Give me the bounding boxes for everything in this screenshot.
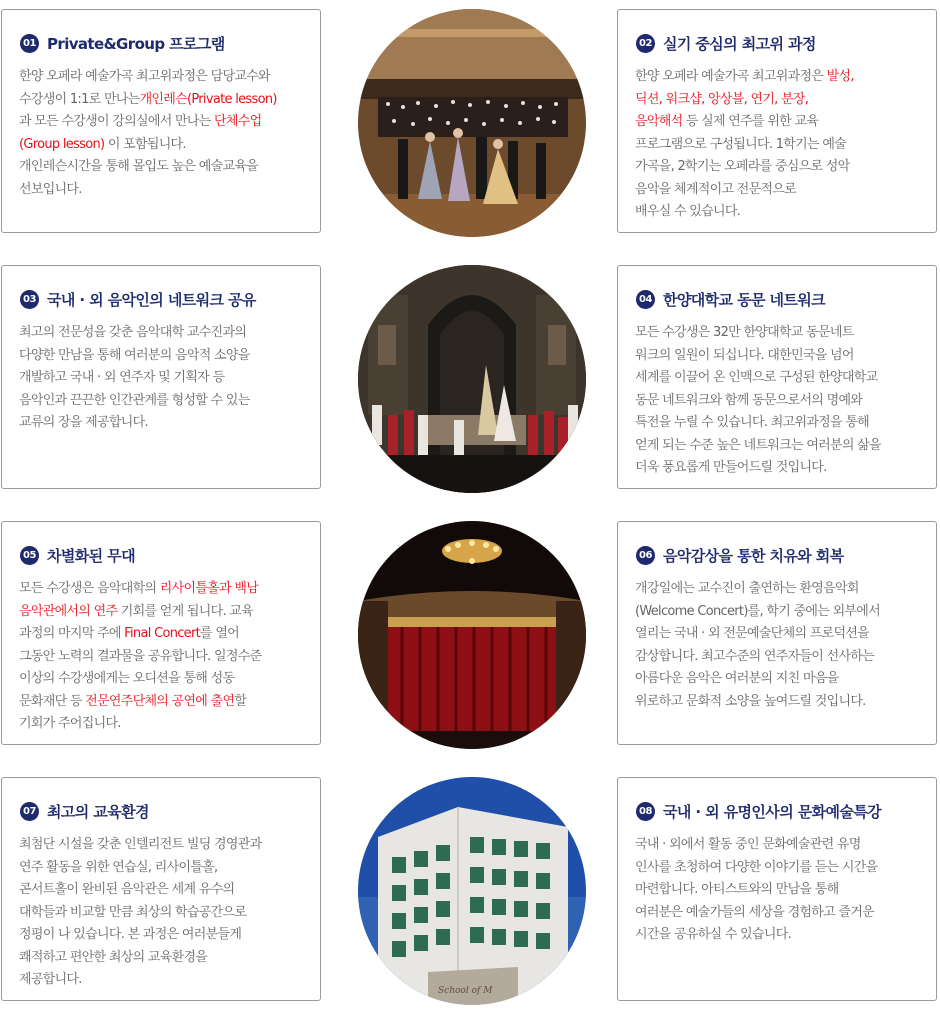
body-text: 를 열어 (200, 626, 240, 641)
body-text: 교류의 장을 제공합니다. (19, 415, 148, 430)
theater-red-curtain-photo (358, 521, 586, 749)
body-line (19, 134, 319, 157)
highlight-text: 전문연주단체의 공연에 출연 (85, 693, 235, 709)
body-text: 워크의 일원이 되십니다. 대한민국을 넘어 (635, 347, 854, 363)
card-body (635, 834, 935, 947)
body-text: 한양 오페라 예술가곡 최고위과정은 담당교수와 (19, 69, 270, 84)
body-line (19, 879, 319, 902)
body-line (635, 834, 935, 857)
highlight-text: 음악관에서의 연주 (19, 603, 118, 619)
body-text: 더욱 풍요롭게 만들어드릴 것입니다. (635, 460, 827, 475)
card-body (635, 322, 935, 480)
body-line (635, 367, 935, 390)
body-text: 쾌적하고 편안한 최상의 교육환경을 (19, 949, 208, 965)
body-text: 그동안 노력의 결과물을 공유합니다. 일정수준 (19, 648, 262, 664)
body-text: 열리는 국내 · 외 전문예술단체의 프로덕션을 (635, 626, 870, 641)
body-line (19, 156, 319, 179)
feature-card-07 (1, 777, 321, 1001)
body-text: 연주 활동을 위한 연습실, 리사이틀홀, (19, 859, 218, 875)
number-badge: 03 (20, 290, 39, 309)
body-text: 이상의 수강생에게는 오디션을 통해 성동 (19, 671, 235, 686)
body-line (19, 924, 319, 947)
body-text: 음악인과 끈끈한 인간관계를 형성할 수 있는 (19, 392, 250, 408)
body-text: 모든 수강생은 음악대학의 (19, 581, 160, 596)
body-line (19, 969, 319, 992)
number-badge: 06 (636, 546, 655, 565)
body-text: 수강생이 1:1로 만나는 (19, 91, 140, 107)
card-body (19, 834, 319, 992)
body-text: 국내 · 외에서 활동 중인 문화예술관련 유명 (635, 837, 861, 852)
body-line (635, 156, 935, 179)
body-text: 얻게 되는 수준 높은 네트워크는 여러분의 삶을 (635, 437, 881, 453)
body-line (635, 201, 935, 224)
body-line (19, 646, 319, 669)
body-line (19, 390, 319, 413)
card-title: 국내 · 외 음악인의 네트워크 공유 (47, 291, 256, 309)
card-body (635, 66, 935, 224)
body-line (19, 89, 319, 112)
body-text: 아름다운 음악은 여러분의 지친 마음을 (635, 671, 839, 686)
body-text: 선보입니다. (19, 181, 82, 197)
highlight-text: 단체수업 (214, 114, 262, 129)
body-text: 프로그램으로 구성됩니다. 1학기는 예술 (635, 136, 847, 152)
body-line (19, 367, 319, 390)
body-line (635, 601, 935, 624)
body-line (635, 390, 935, 413)
body-text: 위로하고 문화적 소양을 높여드릴 것입니다. (635, 693, 866, 709)
highlight-text: 리사이틀홀과 백남 (159, 581, 259, 596)
body-text: 기회를 얻게 됩니다. 교육 (117, 603, 254, 619)
body-line (19, 322, 319, 345)
body-line (635, 457, 935, 480)
body-text: 개강일에는 교수진이 출연하는 환영음악회 (635, 581, 859, 596)
body-line (635, 179, 935, 202)
card-title: Private&Group 프로그램 (47, 35, 225, 53)
body-text: 기회가 주어집니다. (19, 716, 121, 731)
body-text: 개발하고 국내 · 외 연주자 및 기획자 등 (19, 370, 225, 385)
body-line (635, 668, 935, 691)
body-text: 최고의 전문성을 갖춘 음악대학 교수진과의 (19, 325, 247, 340)
card-title: 음악감상을 통한 치유와 회복 (663, 547, 844, 565)
body-line (19, 834, 319, 857)
number-badge: 02 (636, 34, 655, 53)
highlight-text: 딕션, 워크샵, 앙상블, 연기, 분장, (635, 91, 809, 107)
body-line (635, 857, 935, 880)
body-text: 과정의 마지막 주에 (19, 626, 125, 641)
body-text: 문화재단 등 (19, 693, 86, 709)
highlight-text: 음악해석 (635, 114, 683, 129)
feature-card-04 (617, 265, 937, 489)
highlight-text: Final Concert (124, 626, 201, 641)
body-line (635, 902, 935, 925)
body-line (19, 713, 319, 736)
body-line (19, 623, 319, 646)
body-line (19, 578, 319, 601)
body-line (19, 345, 319, 368)
feature-card-03 (1, 265, 321, 489)
highlight-text: 개인레슨(Private lesson) (139, 91, 277, 107)
body-line (19, 179, 319, 202)
body-text: 할 (234, 693, 247, 709)
body-line (19, 412, 319, 435)
number-badge: 04 (636, 290, 655, 309)
feature-card-01 (1, 9, 321, 233)
body-text: 동문 네트워크와 함께 동문으로서의 명예와 (635, 392, 863, 408)
card-body (19, 578, 319, 736)
card-title: 최고의 교육환경 (47, 803, 149, 821)
body-text: 가곡을, 2학기는 오페라를 중심으로 성악 (635, 159, 850, 174)
body-line (635, 111, 935, 134)
card-body (635, 578, 935, 713)
body-line (19, 857, 319, 880)
music-building-exterior-photo (358, 777, 586, 1005)
body-text: 특전을 누릴 수 있습니다. 최고위과정을 통해 (635, 415, 870, 430)
body-line (19, 902, 319, 925)
body-text: 개인레슨시간을 통해 몰입도 높은 예술교육을 (19, 159, 259, 174)
body-text: 세계를 이끌어 온 인맥으로 구성된 한양대학교 (635, 370, 878, 385)
body-text: 최첨단 시설을 갖춘 인텔리전트 빌딩 경영관과 (19, 837, 262, 852)
number-badge: 08 (636, 802, 655, 821)
body-text: 다양한 만남을 통해 여러분의 음악적 소양을 (19, 347, 250, 363)
card-title: 국내 · 외 유명인사의 문화예술특강 (663, 803, 882, 821)
card-title: 차별화된 무대 (47, 547, 135, 565)
body-line (635, 435, 935, 458)
body-line (19, 691, 319, 714)
body-text: 시간을 공유하실 수 있습니다. (635, 927, 792, 942)
highlight-text: 발성, (826, 69, 854, 84)
body-text: 모든 수강생은 32만 한양대학교 동문네트 (635, 325, 854, 340)
body-line (635, 924, 935, 947)
body-line (19, 947, 319, 970)
number-badge: 05 (20, 546, 39, 565)
body-line (19, 601, 319, 624)
number-badge: 07 (20, 802, 39, 821)
number-badge: 01 (20, 34, 39, 53)
card-title: 한양대학교 동문 네트워크 (663, 291, 826, 309)
cathedral-opera-stage-photo (358, 265, 586, 493)
body-line (635, 879, 935, 902)
body-text: (Welcome Concert)를, 학기 중에는 외부에서 (635, 603, 881, 619)
feature-card-02 (617, 9, 937, 233)
feature-card-05 (1, 521, 321, 745)
body-text: 콘서트홀이 완비된 음악관은 세계 유수의 (19, 882, 235, 897)
body-line (19, 111, 319, 134)
body-line (635, 412, 935, 435)
body-text: 등 실제 연주를 위한 교육 (682, 114, 819, 129)
body-text: 이 포함됩니다. (104, 136, 186, 152)
feature-card-08 (617, 777, 937, 1001)
body-text: 한양 오페라 예술가곡 최고위과정은 (635, 69, 827, 84)
building-sign-text: School of M (438, 986, 493, 996)
body-text: 제공합니다. (19, 972, 82, 987)
body-text: 인사를 초청하여 다양한 이야기를 듣는 시간을 (635, 859, 878, 875)
body-text: 음악을 체계적이고 전문적으로 (635, 181, 797, 197)
body-line (19, 668, 319, 691)
body-line (635, 691, 935, 714)
body-text: 배우실 수 있습니다. (635, 204, 741, 219)
body-line (19, 66, 319, 89)
card-title: 실기 중심의 최고위 과정 (663, 35, 816, 53)
body-line (635, 623, 935, 646)
body-line (635, 134, 935, 157)
body-line (635, 578, 935, 601)
body-text: 여러분은 예술가들의 세상을 경험하고 즐거운 (635, 904, 875, 920)
body-line (635, 345, 935, 368)
body-text: 마련합니다. 아티스트와의 만남을 통해 (635, 882, 839, 897)
card-body (19, 322, 319, 435)
body-line (635, 322, 935, 345)
body-text: 정평이 나 있습니다. 본 과정은 여러분들게 (19, 927, 242, 942)
card-body (19, 66, 319, 201)
body-line (635, 646, 935, 669)
highlight-text: (Group lesson) (19, 136, 105, 152)
body-text: 과 모든 수강생이 강의실에서 만나는 (19, 114, 215, 129)
concert-hall-orchestra-photo (358, 9, 586, 237)
body-text: 대학들과 비교할 만큼 최상의 학습공간으로 (19, 904, 247, 920)
body-line (635, 66, 935, 89)
feature-card-06 (617, 521, 937, 745)
body-line (635, 89, 935, 112)
body-text: 감상합니다. 최고수준의 연주자들이 선사하는 (635, 648, 875, 664)
